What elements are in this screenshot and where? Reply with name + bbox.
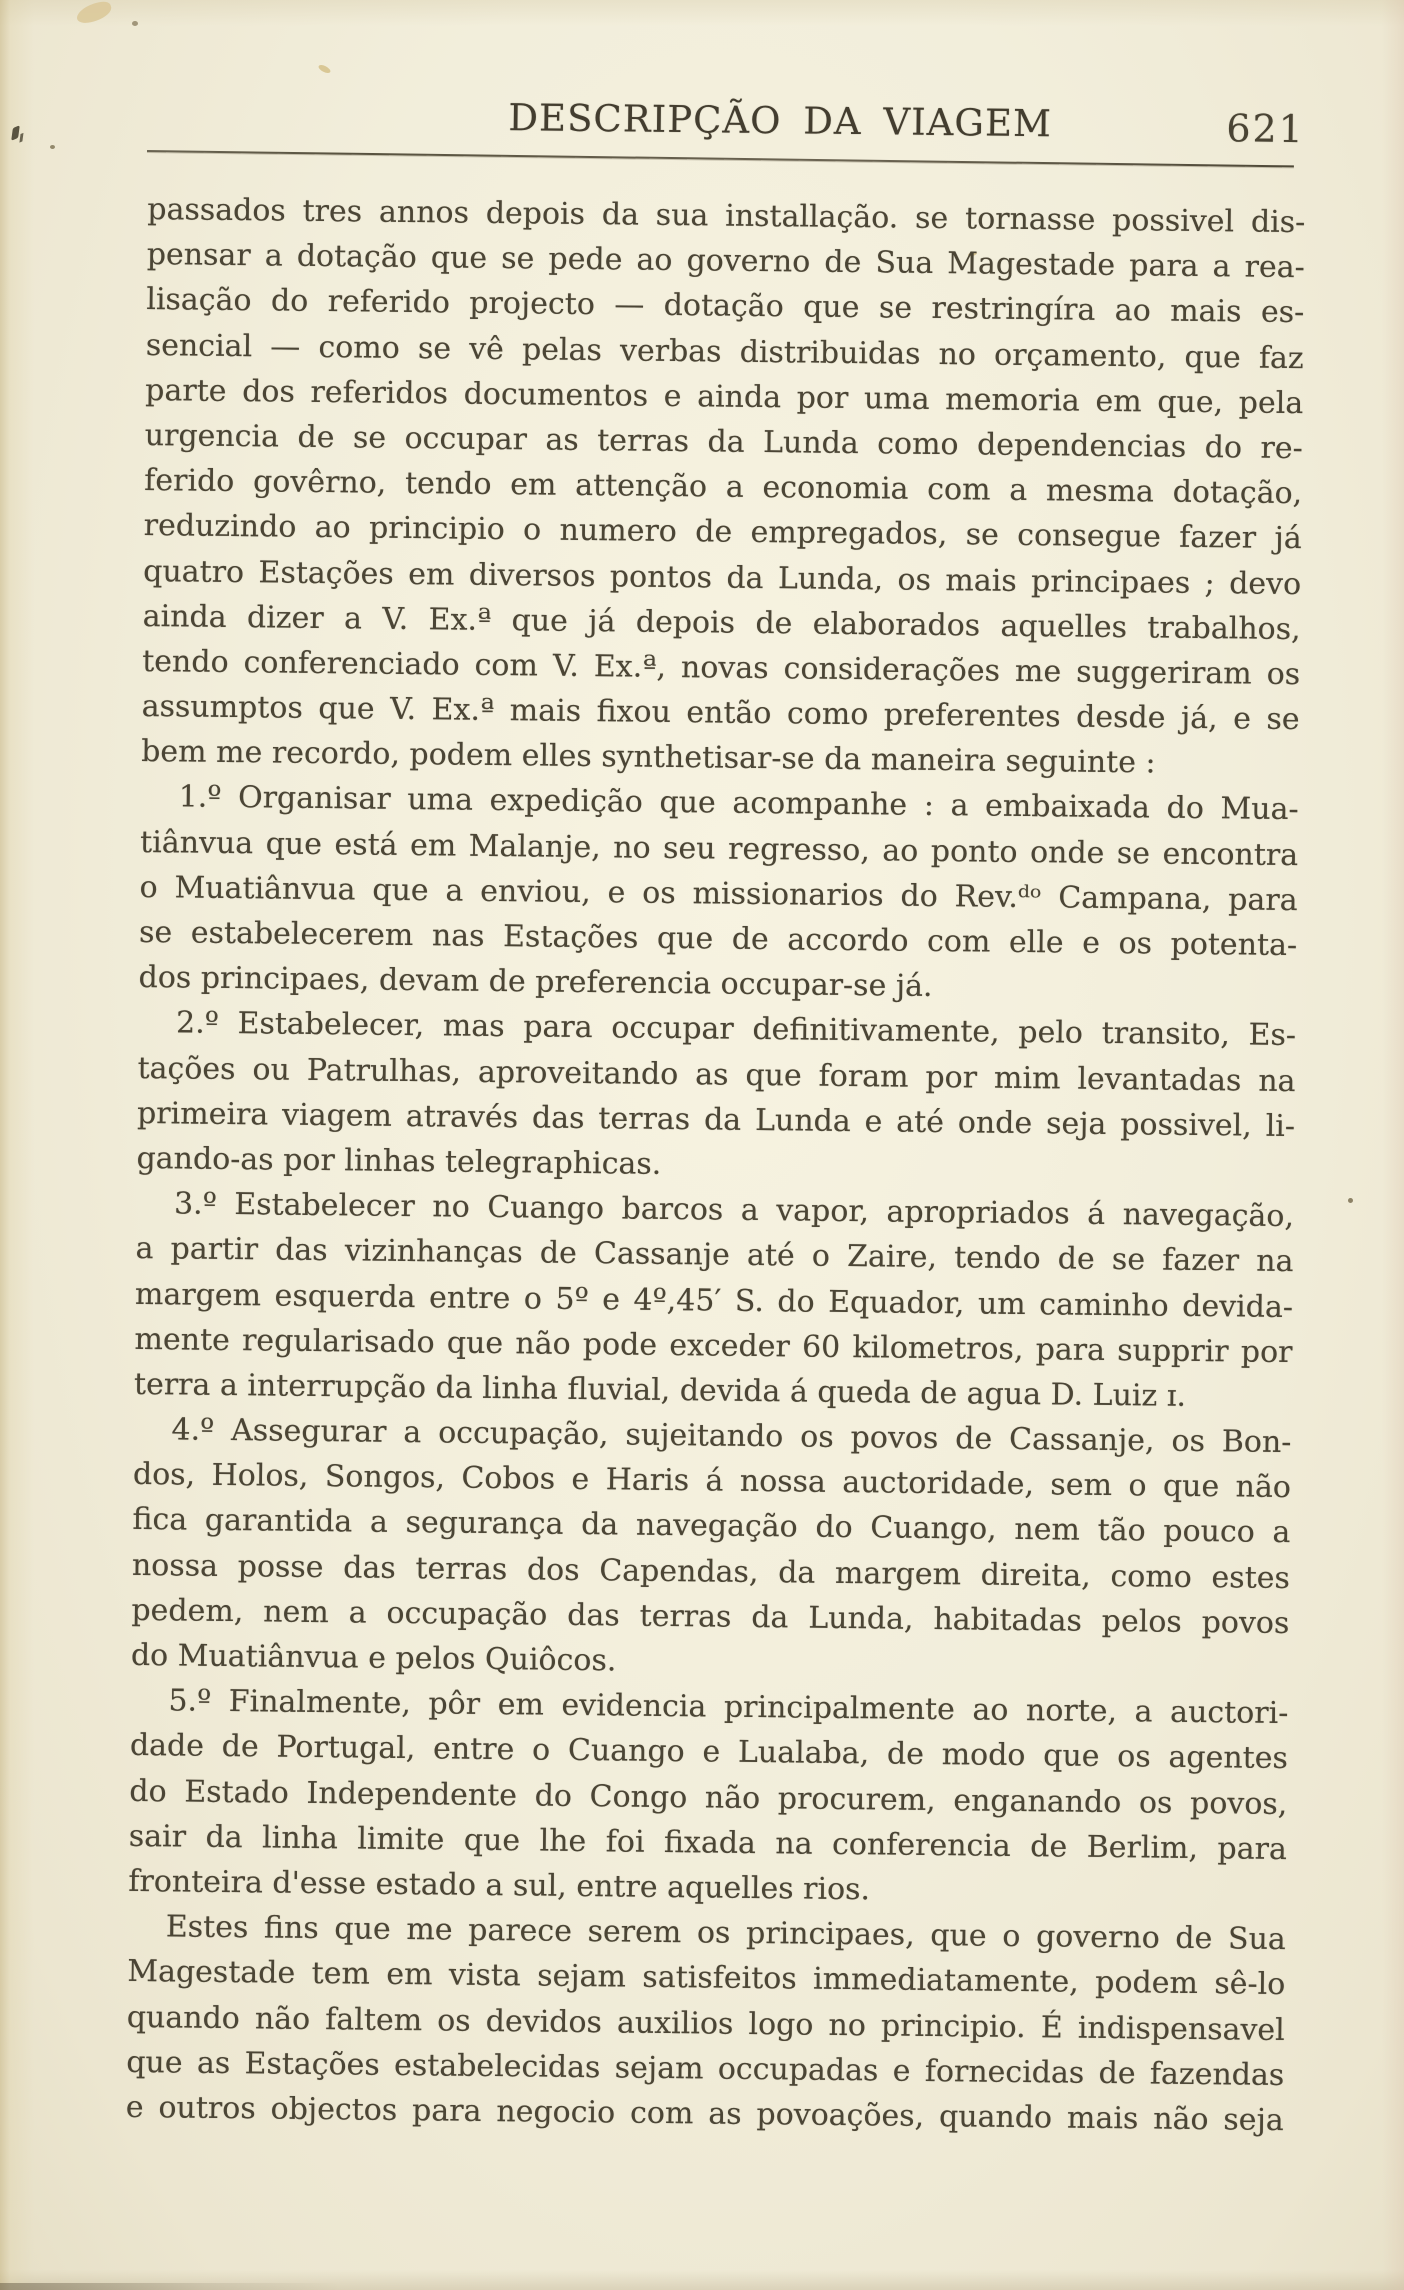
text-line: quando não faltem os devidos auxilios logo no principio. É indispensavel (126, 1999, 1285, 2048)
text-block (126, 187, 1306, 2143)
page-number: 621 (1226, 106, 1306, 152)
text-line: assumptos que V. Ex.ª mais fixou então como preferentes desde já, e se (141, 689, 1300, 738)
text-line: primeira viagem através das terras da Lunda e até onde seja possivel, li- (136, 1095, 1296, 1144)
text-line: urgencia de se occupar as terras da Lunda como dependencias do re- (144, 417, 1303, 467)
text-line: ainda dizer a V. Ex.ª que já depois de elaborados aquelles trabalhos, (142, 598, 1301, 647)
text-line: 5.º Finalmente, pôr em evidencia principalmente ao norte, a auctori- (168, 1683, 1289, 1732)
text-line: ferido govêrno, tendo em attenção a economia com a mesma dotação, (144, 463, 1303, 512)
text-line: dos, Holos, Songos, Cobos e Haris á nossa auctoridade, sem o que não (132, 1457, 1292, 1506)
text-line: gando-as por linhas telegraphicas. (136, 1140, 662, 1182)
text-line: a partir das vizinhanças de Cassanje até o Zaire, tendo de se fazer na (135, 1231, 1294, 1280)
text-line: 3.º Estabelecer no Cuango barcos a vapor, apropriados á navegação, (173, 1186, 1295, 1235)
text-line: pensar a dotação que se pede ao governo de Sua Magestade para a rea- (146, 237, 1305, 286)
text-line: fronteira d'esse estado a sul, entre aquelles rios. (128, 1863, 871, 1908)
text-line: passados tres annos depois da sua installação. se tornasse possivel dis- (147, 192, 1306, 241)
text-line: do Estado Independente do Congo não procurem, enganando os povos, (129, 1773, 1288, 1822)
text-line: terra a interrupção da linha fluvial, devida á queda de agua D. Luiz ɪ. (133, 1366, 1187, 1414)
text-line: parte dos referidos documentos e ainda por uma memoria em que, pela (145, 372, 1304, 421)
text-line: nossa posse das terras dos Capendas, da margem direita, como estes (131, 1547, 1291, 1596)
text-line: quatro Estações em diversos pontos da Lunda, os mais principaes ; devo (143, 553, 1302, 602)
page-title: DESCRIPÇÃO DA VIAGEM (508, 96, 1053, 146)
text-line: dade de Portugal, entre o Cuango e Lualaba, de modo que os agentes (129, 1728, 1289, 1777)
text-line: que as Estações estabelecidas sejam occupadas e fornecidas de fazendas (126, 2044, 1285, 2093)
text-line: fica garantida a segurança da navegação do Cuango, nem tão pouco a (132, 1502, 1291, 1551)
text-line: sencial — como se vê pelas verbas distribuidas no orçamento, que faz (145, 327, 1304, 376)
text-line: do Muatiânvua e pelos Quiôcos. (130, 1637, 617, 1679)
text-line: Magestade tem em vista sejam satisfeitos immediatamente, podem sê-lo (127, 1954, 1286, 2003)
text-line: tiânvua que está em Malanje, no seu regresso, ao ponto onde se encontra (139, 824, 1299, 873)
header-rule (147, 150, 1294, 167)
text-line: lisação do referido projecto — dotação que se restringíra ao mais es- (146, 282, 1305, 331)
text-line: 4.º Assegurar a occupação, sujeitando os povos de Cassanje, os Bon- (171, 1412, 1292, 1461)
text-line: o Muatiânvua que a enviou, e os missionarios do Rev.ᵈᵒ Campana, para (139, 869, 1298, 918)
text-line: tendo conferenciado com V. Ex.ª, novas considerações me suggeriram os (142, 643, 1301, 692)
text-line: dos principaes, devam de preferencia occupar-se já. (138, 960, 933, 1005)
text-line: sair da linha limite que lhe foi fixada na conferencia de Berlim, para (128, 1818, 1288, 1867)
text-line: e outros objectos para negocio com as povoações, quando mais não seja (125, 2089, 1284, 2138)
text-line: reduzindo ao principio o numero de empregados, se consegue fazer já (143, 508, 1302, 557)
text-line: 2.º Estabelecer, mas para occupar definitivamente, pelo transito, Es- (175, 1005, 1297, 1054)
text-line: Estes fins que me parece serem os principaes, que o governo de Sua (165, 1909, 1286, 1958)
text-line: se estabelecerem nas Estações que de accordo com elle e os potenta- (138, 914, 1298, 964)
running-head (0, 0, 1404, 164)
text-line: mente regularisado que não pode exceder 60 kilometros, para supprir por (134, 1321, 1293, 1370)
text-line: margem esquerda entre o 5º e 4º,45′ S. do Equador, um caminho devida- (134, 1276, 1294, 1325)
text-line: pedem, nem a occupação das terras da Lunda, habitadas pelos povos (131, 1592, 1290, 1641)
text-line: bem me recordo, podem elles synthetisar-se da maneira seguinte : (140, 734, 1156, 781)
text-line: tações ou Patrulhas, aproveitando as que foram por mim levantadas na (137, 1050, 1296, 1099)
text-line: 1.º Organisar uma expedição que acompanhe : a embaixada do Mua- (178, 779, 1299, 828)
